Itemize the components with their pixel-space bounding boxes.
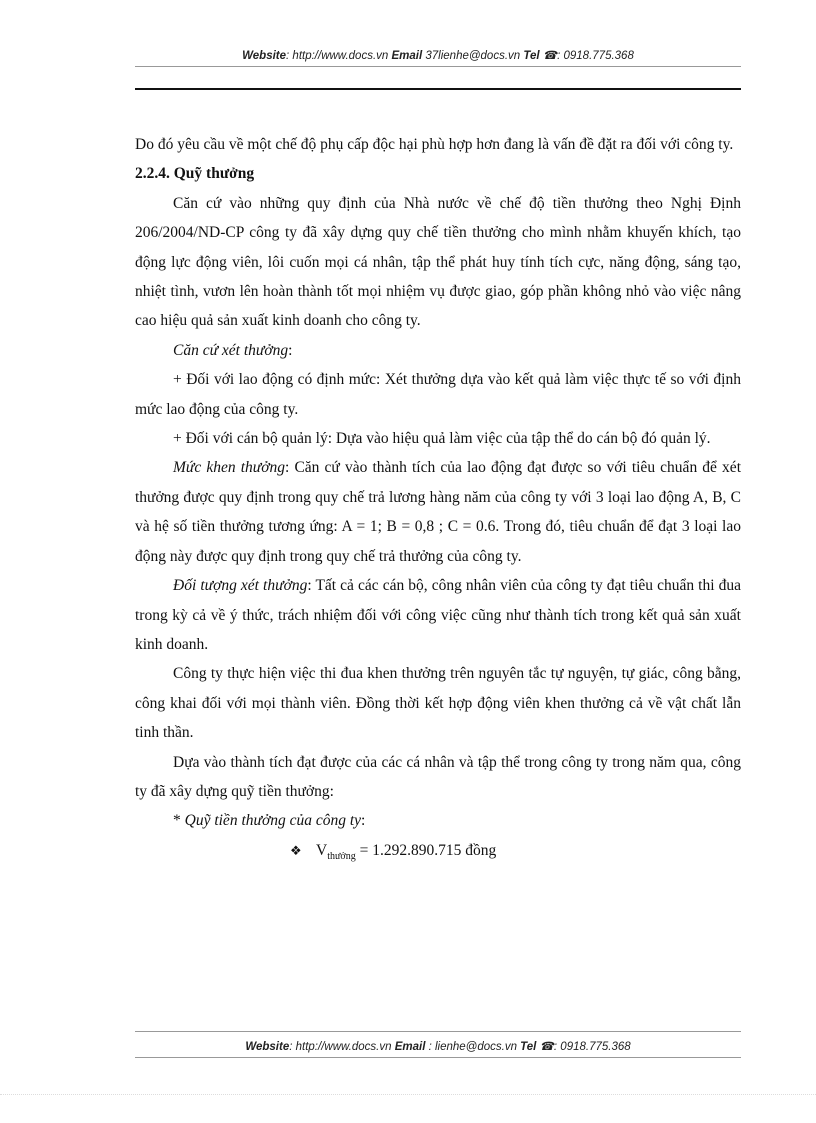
- page-header: [135, 48, 741, 62]
- header-rule: [135, 66, 741, 67]
- footer-website-url: : http://www.docs.vn: [289, 1041, 395, 1053]
- formula-value: = 1.292.890.715 đồng: [355, 841, 497, 859]
- header-website-label: Website: [242, 50, 287, 62]
- formula-line: [135, 836, 741, 872]
- paragraph-2: Căn cứ vào những quy định của Nhà nước về chế độ tiền thưởng theo Nghị Định 206/2004/ND-CP công ty đã xây dựng quy chế tiền thưởng cho mình nhằm khuyến khích, tạo động lực động viên, lôi cuốn mọi cá nhân, tập thể phát huy tính tích cực, năng động, sáng tạo, nhiệt tình, vươn lên hoàn thành tốt mọi nhiệm vụ được giao, góp phần không nhỏ vào việc nâng cao hiệu quả sản xuất kinh doanh cho công ty.: [135, 194, 741, 330]
- header-email: 37lienhe@docs.vn: [422, 50, 524, 62]
- paragraph-7: Đối tượng xét thưởng: Tất cả các cán bộ, công nhân viên của công ty đạt tiêu chuẩn thi đua trong kỳ cả về ý thức, trách nhiệm đối với công việc cũng như thành tích trong kết quả sản xuất kinh doanh.: [135, 577, 741, 653]
- document-body: [135, 130, 741, 871]
- phone-icon: ☎: [539, 1041, 554, 1053]
- header-tel: : 0918.775.368: [557, 50, 634, 62]
- paragraph-5: + Đối với cán bộ quản lý: Dựa vào hiệu quả làm việc của tập thể do cán bộ đó quản lý.: [173, 430, 711, 448]
- header-thick-rule: [135, 88, 741, 90]
- term-quy-tien: Quỹ tiền thưởng của công ty: [184, 812, 362, 830]
- header-website-url: : http://www.docs.vn: [286, 50, 392, 62]
- paragraph-10: * Quỹ tiền thưởng của công ty:: [173, 812, 366, 830]
- formula-v: V: [316, 841, 328, 859]
- footer-tel-label: Tel: [520, 1041, 537, 1053]
- phone-icon: ☎: [542, 50, 558, 62]
- paragraph-3: Căn cứ xét thưởng:: [173, 341, 293, 359]
- term-can-cu: Căn cứ xét thưởng: [173, 341, 289, 359]
- page-footer: [135, 1039, 741, 1053]
- footer-website-label: Website: [245, 1041, 290, 1053]
- footer-email-label: Email: [394, 1041, 426, 1053]
- term-muc-khen: Mức khen thưởng: [173, 459, 286, 477]
- diamond-bullet-icon: ❖: [290, 842, 302, 858]
- paragraph-1: Do đó yêu cầu về một chế độ phụ cấp độc hại phù hợp hơn đang là vấn đề đặt ra đối với công ty.: [135, 136, 734, 153]
- term-doi-tuong: Đối tượng xét thưởng: [173, 577, 308, 595]
- page-edge-dotted-line: [0, 1094, 816, 1095]
- footer-bottom-rule: [135, 1057, 741, 1058]
- header-tel-label: Tel: [523, 50, 540, 62]
- paragraph-9: Dựa vào thành tích đạt được của các cá nhân và tập thể trong công ty trong năm qua, công ty đã xây dựng quỹ tiền thưởng:: [135, 753, 741, 800]
- formula-subscript: thưởng: [327, 850, 356, 862]
- header-email-label: Email: [391, 50, 423, 62]
- paragraph-8: Công ty thực hiện việc thi đua khen thưởng trên nguyên tắc tự nguyện, tự giác, công bằng, công khai đối với mọi thành viên. Đồng thời kết hợp động viên khen thưởng cả về vật chất lẫn tinh thần.: [135, 665, 741, 742]
- footer-tel: : 0918.775.368: [553, 1041, 631, 1053]
- paragraph-4: + Đối với lao động có định mức: Xét thưởng dựa vào kết quả làm việc thực tế so với định mức lao động của công ty.: [135, 371, 741, 418]
- footer-email: : lienhe@docs.vn: [425, 1041, 521, 1053]
- section-heading: 2.2.4. Quỹ thưởng: [135, 165, 255, 183]
- footer-rule: [135, 1031, 741, 1032]
- paragraph-6: Mức khen thưởng: Căn cứ vào thành tích của lao động đạt được so với tiêu chuẩn để xét thưởng được quy định trong quy chế trả lương hàng năm của công ty với 3 loại lao động A, B, C và hệ số tiền thưởng tương ứng: A = 1; B = 0,8 ; C = 0.6. Trong đó, tiêu chuẩn để đạt 3 loại lao động này được quy định trong quy chế trả thưởng của công ty.: [135, 459, 741, 565]
